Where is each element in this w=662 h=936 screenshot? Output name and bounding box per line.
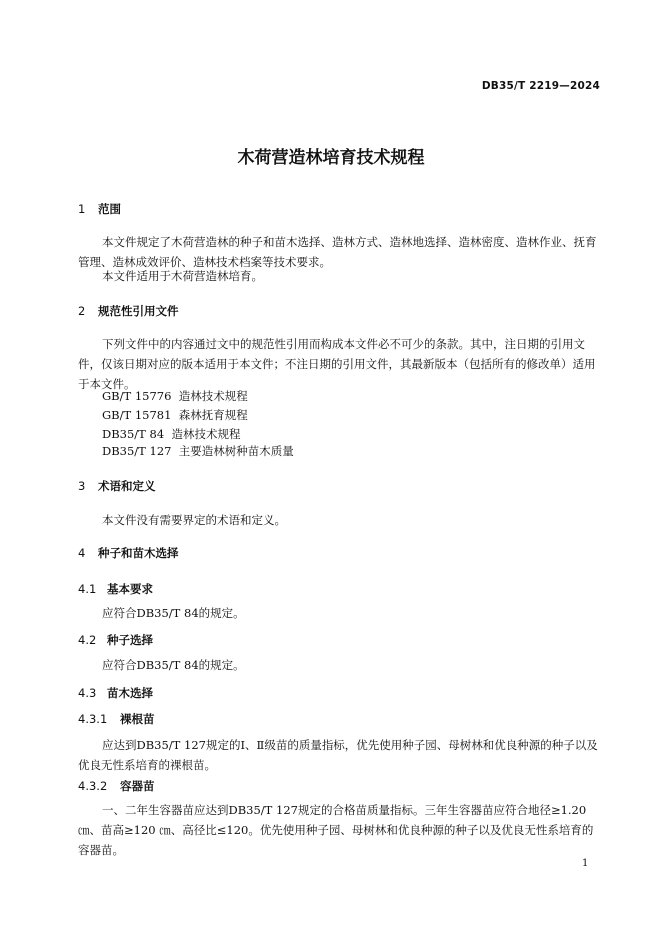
section-number: 4.3.2 <box>78 779 108 793</box>
section-4-1-heading <box>78 581 153 597</box>
section-title: 范围 <box>98 202 121 216</box>
section-number: 4.3.1 <box>78 712 108 726</box>
section-title: 种子选择 <box>107 633 153 647</box>
section-4-3-2-paragraph: 一、二年生容器苗应达到DB35/T 127规定的合格苗质量指标。三年生容器苗应符合地径≥1.20 ㎝、苗高≥120 ㎝、高径比≤120。优先使用种子园、母树林和优良种源的种子以及优良无性系培育的容器苗。 <box>78 803 594 857</box>
section-title: 基本要求 <box>107 582 153 596</box>
section-title: 术语和定义 <box>98 479 156 493</box>
section-title: 种子和苗木选择 <box>98 546 179 560</box>
section-4-3-1-heading <box>78 711 155 727</box>
reference-item: DB35/T 84 造林技术规程 <box>102 427 241 441</box>
section-title: 容器苗 <box>120 779 155 793</box>
section-number: 4.2 <box>78 633 97 647</box>
section-2-paragraph-1: 下列文件中的内容通过文中的规范性引用而构成本文件必不可少的条款。其中，注日期的引用文件，仅该日期对应的版本适用于本文件；不注日期的引用文件，其最新版本（包括所有的修改单）适用于本文件。 <box>78 337 596 391</box>
document-title: 木荷营造林培育技术规程 <box>237 148 425 168</box>
section-4-3-2-heading <box>78 778 155 794</box>
section-4-heading <box>78 545 179 561</box>
reference-item: GB/T 15781 森林抚育规程 <box>102 408 248 422</box>
section-1-paragraph-1: 本文件规定了木荷营造林的种子和苗木选择、造林方式、造林地选择、造林密度、造林作业、抚育管理、造林成效评价、造林技术档案等技术要求。 <box>78 235 597 269</box>
section-title: 规范性引用文件 <box>98 304 179 318</box>
section-4-2-heading <box>78 632 153 648</box>
section-title: 苗木选择 <box>107 686 153 700</box>
section-2-heading <box>78 303 179 319</box>
section-title: 裸根苗 <box>120 712 155 726</box>
section-3-heading <box>78 478 156 494</box>
section-number: 3 <box>78 479 86 493</box>
section-3-paragraph-1: 本文件没有需要界定的术语和定义。 <box>102 513 286 527</box>
reference-item: DB35/T 127 主要造林树种苗木质量 <box>102 444 294 458</box>
section-number: 4.3 <box>78 686 97 700</box>
section-1-heading <box>78 201 121 217</box>
page-number: 1 <box>582 858 589 869</box>
section-4-3-heading <box>78 685 153 701</box>
section-number: 4.1 <box>78 582 97 596</box>
section-4-2-paragraph: 应符合DB35/T 84的规定。 <box>102 658 245 672</box>
section-4-1-paragraph: 应符合DB35/T 84的规定。 <box>102 606 245 620</box>
section-number: 2 <box>78 304 86 318</box>
document-number: DB35/T 2219—2024 <box>481 80 600 92</box>
reference-item: GB/T 15776 造林技术规程 <box>102 389 248 403</box>
section-number: 1 <box>78 202 86 216</box>
section-1-paragraph-2: 本文件适用于木荷营造林培育。 <box>102 269 263 283</box>
section-4-3-1-paragraph: 应达到DB35/T 127规定的Ⅰ、Ⅱ级苗的质量指标，优先使用种子园、母树林和优良种源的种子以及优良无性系培育的裸根苗。 <box>78 738 598 772</box>
section-number: 4 <box>78 546 86 560</box>
